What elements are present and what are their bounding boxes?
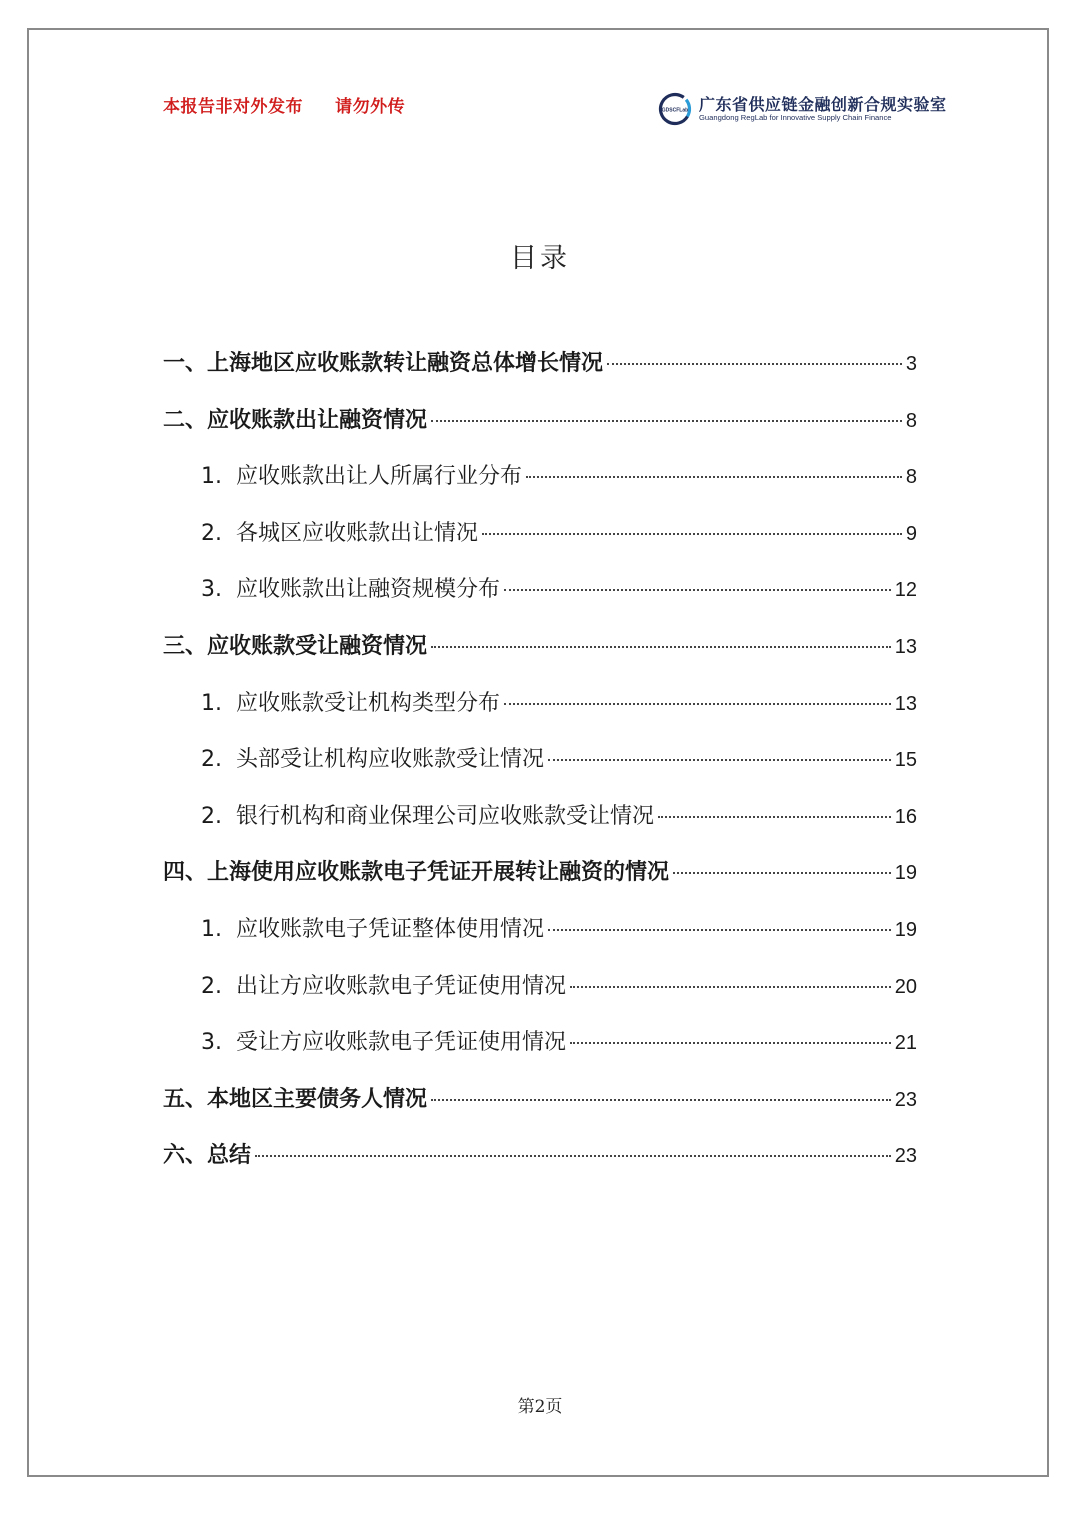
toc-entry-number: 2. xyxy=(201,520,222,546)
toc-entry-title: 一、上海地区应收账款转让融资总体增长情况 xyxy=(163,351,604,376)
toc-entry-title: 六、总结 xyxy=(163,1143,252,1169)
toc-entry-page: 3 xyxy=(905,353,917,375)
toc-dot-leader xyxy=(431,1099,891,1101)
toc-dot-leader xyxy=(526,476,902,478)
toc-entry-number: 2. xyxy=(201,973,222,999)
toc-dot-leader xyxy=(504,703,891,705)
toc-dot-leader xyxy=(548,759,891,761)
toc-entry-title: 应收账款出让融资规模分布 xyxy=(236,577,501,603)
toc-entry[interactable] xyxy=(163,855,917,912)
toc-entry[interactable] xyxy=(163,346,917,403)
lab-logo-icon xyxy=(658,92,692,126)
toc-entry[interactable] xyxy=(163,629,917,686)
toc-dot-leader xyxy=(658,816,891,818)
toc-dot-leader xyxy=(255,1155,891,1157)
toc-entry-page: 12 xyxy=(894,579,917,602)
toc-entry[interactable] xyxy=(163,1082,917,1139)
lab-name-en: Guangdong RegLab for Innovative Supply Chain Finance xyxy=(699,113,892,122)
lab-logo xyxy=(658,92,947,128)
toc-entry-page: 13 xyxy=(894,692,917,715)
toc-dot-leader xyxy=(431,646,891,648)
page-number: 第2页 xyxy=(517,1397,563,1417)
toc-entry-page: 21 xyxy=(894,1032,917,1055)
toc-entry-title: 受让方应收账款电子凭证使用情况 xyxy=(236,1030,567,1056)
confidential-notice: 本报告非对外发布 请勿外传 xyxy=(163,97,406,117)
table-of-contents xyxy=(163,346,917,1195)
toc-entry[interactable] xyxy=(163,459,917,516)
toc-entry[interactable] xyxy=(163,912,917,969)
toc-entry-page: 19 xyxy=(894,862,917,885)
toc-entry[interactable] xyxy=(163,403,917,460)
toc-title: 目录 xyxy=(510,243,570,274)
toc-entry-page: 19 xyxy=(894,918,917,941)
toc-entry[interactable] xyxy=(163,516,917,573)
toc-dot-leader xyxy=(548,929,891,931)
toc-entry-title: 出让方应收账款电子凭证使用情况 xyxy=(236,973,567,999)
toc-entry-page: 13 xyxy=(894,635,917,658)
toc-dot-leader xyxy=(570,986,891,988)
toc-entry-title: 银行机构和商业保理公司应收账款受让情况 xyxy=(236,803,655,829)
toc-entry-title: 二、应收账款出让融资情况 xyxy=(163,407,428,433)
toc-dot-leader xyxy=(607,363,902,365)
toc-entry-page: 23 xyxy=(894,1088,917,1111)
toc-entry-page: 20 xyxy=(894,975,917,998)
toc-dot-leader xyxy=(431,420,902,422)
toc-entry-number: 1. xyxy=(201,916,222,942)
toc-entry[interactable] xyxy=(163,742,917,799)
toc-entry[interactable] xyxy=(163,799,917,856)
toc-entry-page: 23 xyxy=(894,1145,917,1168)
toc-entry[interactable] xyxy=(163,969,917,1026)
toc-entry[interactable] xyxy=(163,1138,917,1195)
toc-entry[interactable] xyxy=(163,686,917,743)
toc-dot-leader xyxy=(570,1042,891,1044)
toc-entry-title: 应收账款受让机构类型分布 xyxy=(236,690,501,716)
toc-entry-page: 16 xyxy=(894,805,917,828)
toc-entry-title: 五、本地区主要债务人情况 xyxy=(163,1086,428,1112)
toc-entry-title: 头部受让机构应收账款受让情况 xyxy=(236,747,545,773)
toc-dot-leader xyxy=(673,872,891,874)
toc-entry-number: 3. xyxy=(201,1030,222,1056)
toc-entry-number: 1. xyxy=(201,690,222,716)
logo-mark-text: GDSCFLab xyxy=(661,107,689,114)
toc-entry[interactable] xyxy=(163,572,917,629)
toc-entry[interactable] xyxy=(163,1025,917,1082)
toc-entry-number: 1. xyxy=(201,464,222,490)
toc-entry-number: 3. xyxy=(201,577,222,603)
toc-entry-title: 应收账款出让人所属行业分布 xyxy=(236,464,523,490)
toc-entry-title: 各城区应收账款出让情况 xyxy=(236,520,479,546)
toc-entry-number: 2. xyxy=(201,803,222,829)
toc-dot-leader xyxy=(504,589,891,591)
toc-entry-title: 四、上海使用应收账款电子凭证开展转让融资的情况 xyxy=(163,860,670,886)
lab-name-cn: 广东省供应链金融创新合规实验室 xyxy=(699,95,947,114)
toc-entry-page: 8 xyxy=(905,409,917,432)
toc-dot-leader xyxy=(482,533,902,535)
toc-entry-page: 9 xyxy=(905,522,917,545)
toc-entry-page: 15 xyxy=(894,749,917,772)
toc-entry-title: 三、应收账款受让融资情况 xyxy=(163,633,428,659)
toc-entry-title: 应收账款电子凭证整体使用情况 xyxy=(236,916,545,942)
toc-entry-page: 8 xyxy=(905,466,917,489)
toc-entry-number: 2. xyxy=(201,747,222,773)
